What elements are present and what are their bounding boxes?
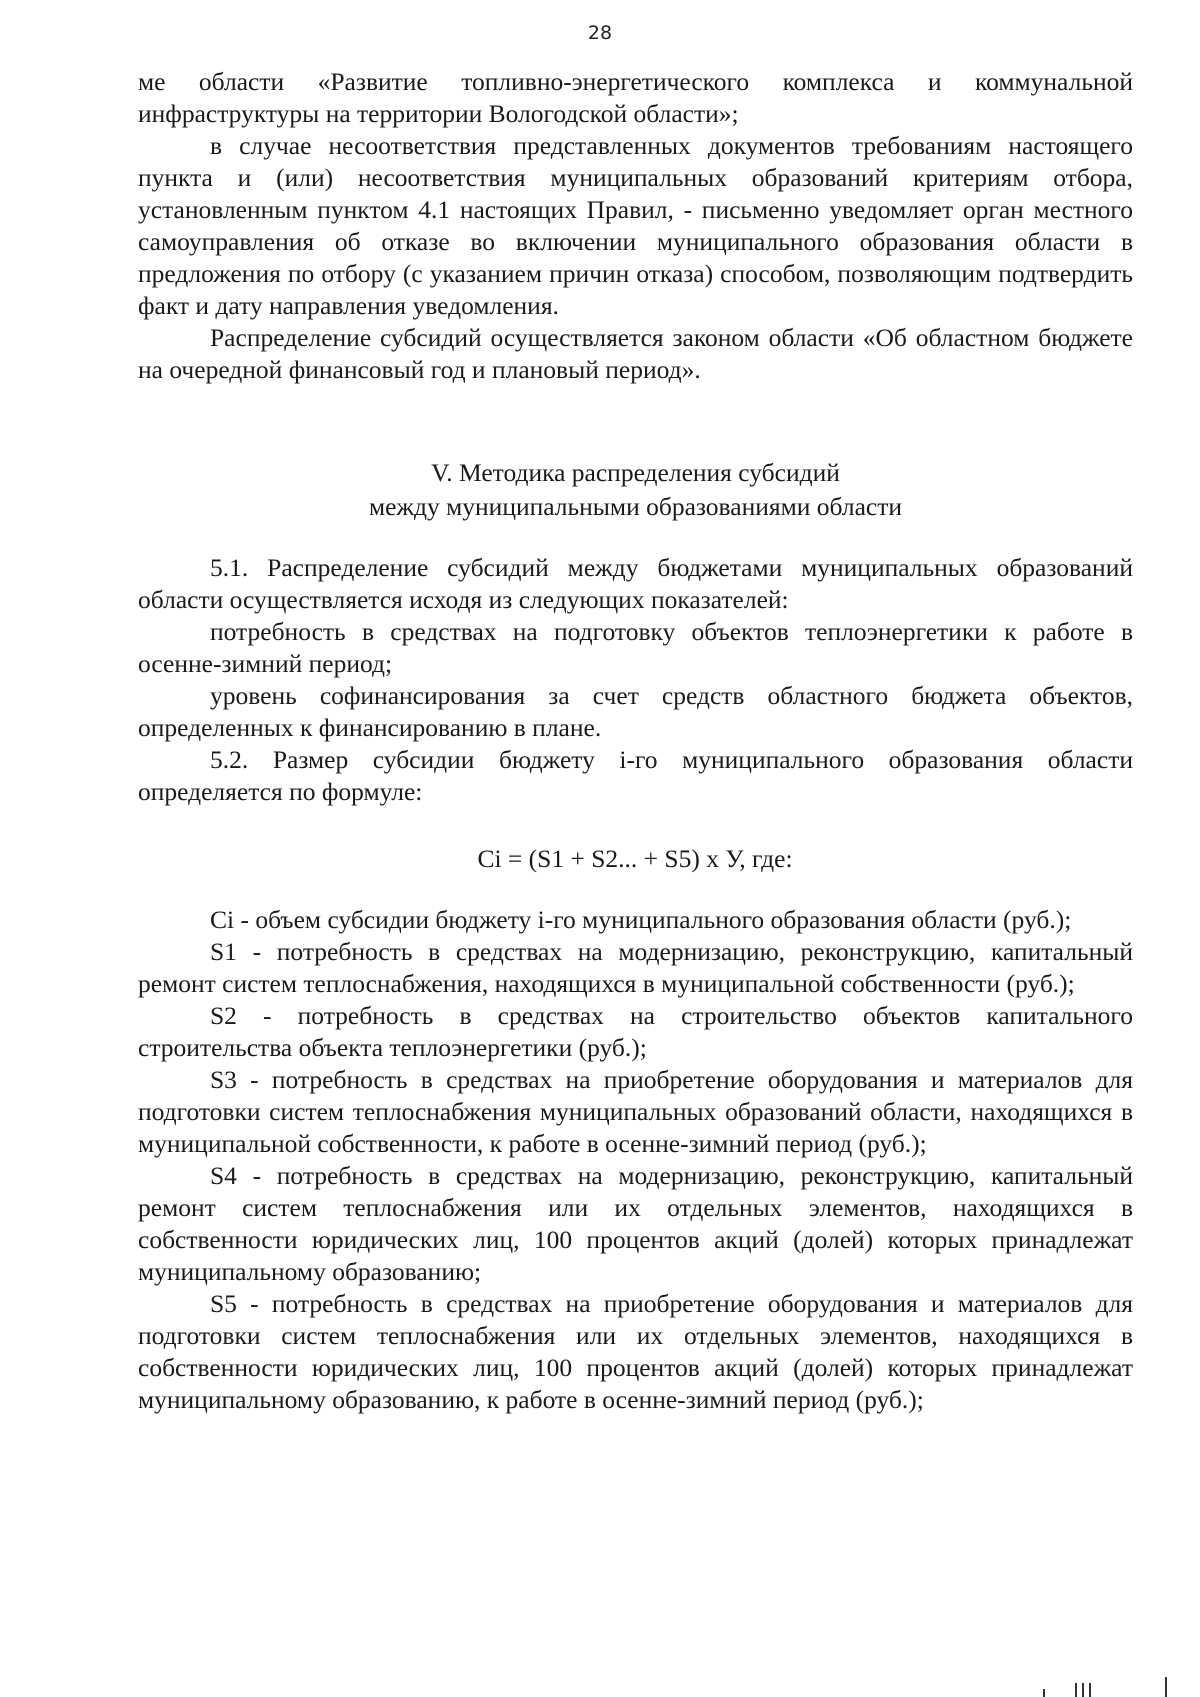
methodology-text-block [138, 552, 1133, 808]
section-heading [138, 456, 1133, 524]
subsidy-formula: Ci = (S1 + S2... + S5) x У, где: [477, 844, 793, 873]
paragraph-rejection-notice: в случае несоответствия представленных документов требованиям настоящего пункта и (или) несоответствия муниципальных образований критериям отбора, установленным пунктом 4.1 настоящих Правил, - письменно уведомляет орган местного самоуправления об отказе во включении муниципального образования области в предложения по отбору (с указанием причин отказа) способом, позволяющим подтвердить факт и дату направления уведомления. [138, 131, 1133, 320]
definition-s2: S2 - потребность в средствах на строительство объектов капитального строительства объекта теплоэнергетики (руб.); [138, 1001, 1133, 1062]
paragraph-5-1: 5.1. Распределение субсидий между бюджетами муниципальных образований области осуществляется исходя из следующих показателей: [138, 553, 1133, 614]
definition-s3: S3 - потребность в средствах на приобретение оборудования и материалов для подготовки систем теплоснабжения муниципальных образований области, находящихся в муниципальной собственности, к работе в осенне-зимний период (руб.); [138, 1065, 1133, 1158]
definition-ci: Ci - объем субсидии бюджету i-го муниципального образования области (руб.); [210, 905, 1072, 934]
scan-edge-marks [1035, 1675, 1185, 1697]
paragraph-indicator-cofinancing: уровень софинансирования за счет средств областного бюджета объектов, определенных к финансированию в плане. [138, 681, 1133, 742]
page-number: 28 [587, 22, 613, 44]
definition-s1: S1 - потребность в средствах на модернизацию, реконструкцию, капитальный ремонт систем теплоснабжения, находящихся в муниципальной собственности (руб.); [138, 937, 1133, 998]
formula-definitions-block [138, 904, 1133, 1416]
paragraph-indicator-need: потребность в средствах на подготовку объектов теплоэнергетики к работе в осенне-зимний период; [138, 617, 1133, 678]
definition-s5: S5 - потребность в средствах на приобретение оборудования и материалов для подготовки систем теплоснабжения или их отдельных элементов, находящихся в собственности юридических лиц, 100 процентов акций (долей) которых принадлежат муниципальному образованию, к работе в осенне-зимний период (руб.); [138, 1289, 1133, 1414]
paragraph-5-2: 5.2. Размер субсидии бюджету i-го муниципального образования области определяется по формуле: [138, 745, 1133, 806]
section-heading-line-1: V. Методика распределения субсидий [431, 458, 840, 487]
paragraph-subsidy-law: Распределение субсидий осуществляется законом области «Об областном бюджете на очередной финансовый год и плановый период». [138, 323, 1133, 384]
intro-text-block [138, 66, 1133, 386]
definition-s4: S4 - потребность в средствах на модернизацию, реконструкцию, капитальный ремонт систем теплоснабжения или их отдельных элементов, находящихся в собственности юридических лиц, 100 процентов акций (долей) которых принадлежат муниципальному образованию; [138, 1161, 1133, 1286]
paragraph-continuation: ме области «Развитие топливно-энергетического комплекса и коммунальной инфраструктуры на территории Вологодской области»; [138, 67, 1133, 128]
section-heading-line-2: между муниципальными образованиями области [368, 492, 903, 521]
